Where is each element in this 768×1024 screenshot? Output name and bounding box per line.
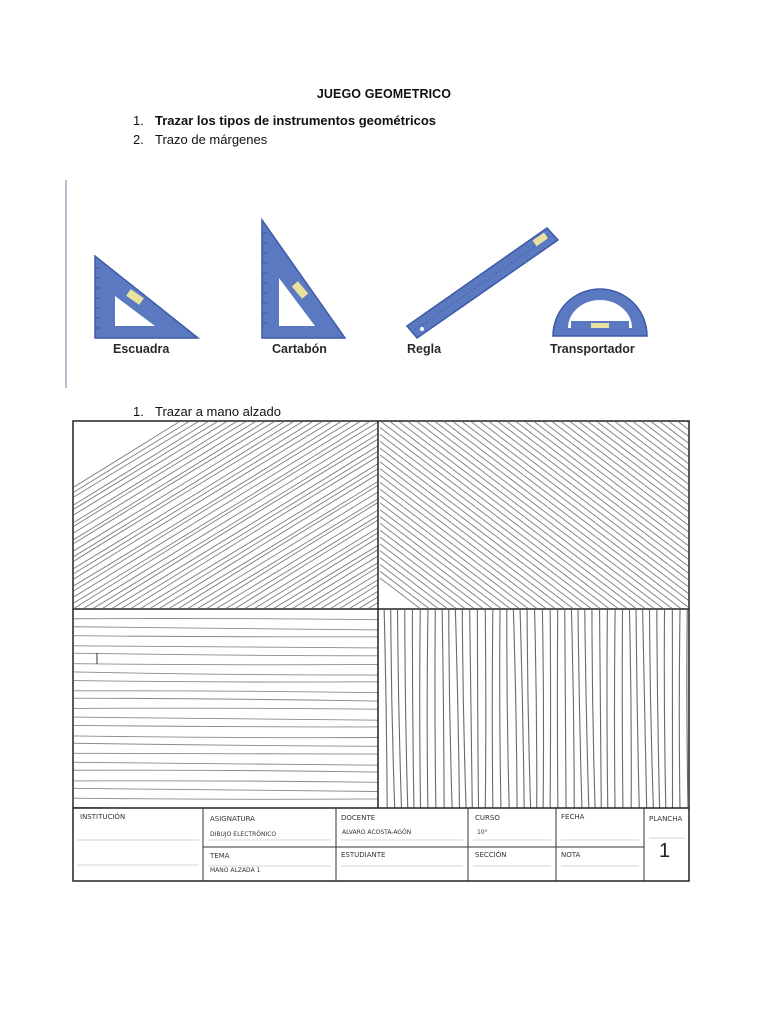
nota-label: NOTA <box>561 851 581 859</box>
transportador-icon <box>553 289 647 336</box>
tema-value: MANO ALZADA 1 <box>210 867 261 874</box>
horizontal-hatch <box>72 618 378 810</box>
escuadra-label: Escuadra <box>113 342 170 356</box>
instruments-drawing <box>65 178 665 390</box>
cartabon-icon <box>262 220 345 338</box>
estudiante-label: ESTUDIANTE <box>341 851 386 859</box>
plancha-value: 1 <box>659 840 671 862</box>
curso-value: 10° <box>477 829 488 836</box>
institucion-label: INSTITUCIÓN <box>80 813 126 821</box>
seccion-label: SECCIÓN <box>475 851 507 859</box>
list-number: 1. <box>133 113 144 128</box>
vertical-hatch <box>384 610 688 808</box>
document-title: JUEGO GEOMETRICO <box>316 87 452 101</box>
list-number: 2. <box>133 132 144 147</box>
list-text: Trazo de márgenes <box>155 132 268 147</box>
list-item <box>133 404 281 419</box>
transportador-label: Transportador <box>550 342 635 356</box>
asignatura-label: ASIGNATURA <box>210 815 255 823</box>
docente-value: ALVARO ACOSTA-AGÓN <box>342 829 412 836</box>
plancha-label: PLANCHA <box>649 815 683 823</box>
fecha-label: FECHA <box>561 813 585 821</box>
escuadra-icon <box>95 256 198 338</box>
curso-label: CURSO <box>475 814 500 822</box>
regla-label: Regla <box>407 342 442 356</box>
instruments-figure <box>65 178 665 390</box>
tema-label: TEMA <box>210 852 230 860</box>
list-number: 1. <box>133 404 144 419</box>
list-item <box>133 113 436 128</box>
list-text: Trazar los tipos de instrumentos geométricos <box>155 113 437 128</box>
list-text: Trazar a mano alzado <box>155 404 281 419</box>
cartabon-label: Cartabón <box>272 342 327 356</box>
asignatura-value: DIBUJO ELECTRÓNICO <box>210 831 277 838</box>
list-item <box>133 132 267 147</box>
freehand-drawing <box>72 420 690 882</box>
regla-icon <box>407 228 558 338</box>
freehand-sheet <box>72 420 690 882</box>
docente-label: DOCENTE <box>341 814 376 822</box>
